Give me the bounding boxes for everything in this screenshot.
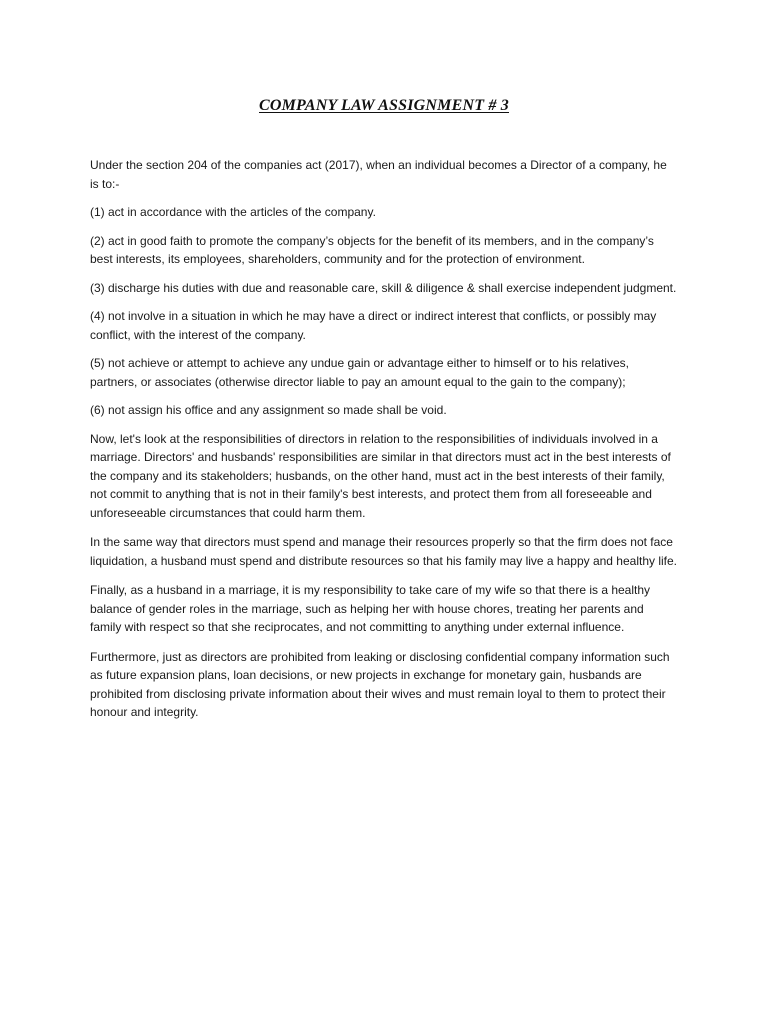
comparison-paragraph: Now, let's look at the responsibilities of directors in relation to the responsibilities of individuals involved in a marriage. Directors' and husbands' responsibilities are similar in that directors must act in the best interests of the company and its stakeholders; husbands, on the other hand, must act in the best interests of their family, not commit to anything that is not in their family's best interests, and protect them from all foreseeable and unforeseeable circumstances that could harm them. xyxy=(90,431,671,520)
duty-item-5: (5) not achieve or attempt to achieve any undue gain or advantage either to himself or to his relatives, partners, or associates (otherwise director liable to pay an amount equal to the gain to the company); xyxy=(90,356,629,389)
document-title: COMPANY LAW ASSIGNMENT # 3 xyxy=(259,97,509,114)
resources-paragraph: In the same way that directors must spend and manage their resources properly so that the firm does not face liquidation, a husband must spend and distribute resources so that his family may live a happy and healthy life. xyxy=(90,535,678,568)
intro-paragraph: Under the section 204 of the companies act (2017), when an individual becomes a Director of a company, he is to:- xyxy=(90,158,667,191)
marriage-responsibility-paragraph: Finally, as a husband in a marriage, it is my responsibility to take care of my wife so that there is a healthy balance of gender roles in the marriage, such as helping her with house chores, treating her parents and family with respect so that she reciprocates, and not committing to anything under external influence. xyxy=(90,583,651,634)
duty-item-3: (3) discharge his duties with due and reasonable care, skill & diligence & shall exercise independent judgment. xyxy=(90,280,677,295)
document-body xyxy=(90,156,678,733)
duty-item-2: (2) act in good faith to promote the company’s objects for the benefit of its members, and in the company’s best interests, its employees, shareholders, community and for the protection of environment. xyxy=(90,233,654,266)
confidentiality-paragraph: Furthermore, just as directors are prohibited from leaking or disclosing confidential company information such as future expansion plans, loan decisions, or new projects in exchange for monetary gain, husbands are prohibited from disclosing private information about their wives and must remain loyal to them to protect their honour and integrity. xyxy=(90,649,670,719)
duty-item-4: (4) not involve in a situation in which he may have a direct or indirect interest that conflicts, or possibly may conflict, with the interest of the company. xyxy=(90,309,657,342)
duty-item-6: (6) not assign his office and any assignment so made shall be void. xyxy=(90,403,447,417)
duty-item-1: (1) act in accordance with the articles of the company. xyxy=(90,205,376,219)
